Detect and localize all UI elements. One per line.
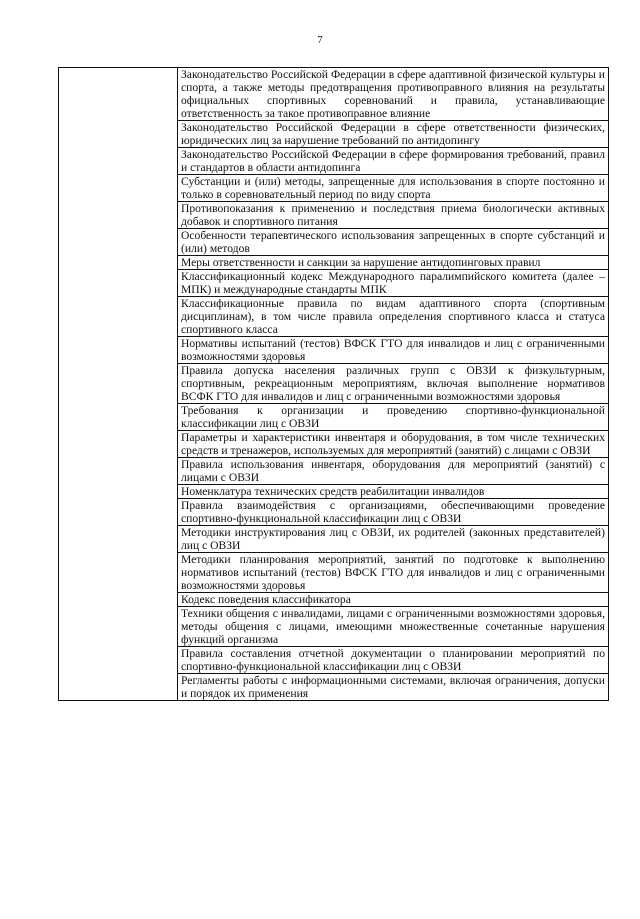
table-cell-text: Регламенты работы с информационными системами, включая ограничения, допуски и порядок их применения xyxy=(178,674,609,701)
page-number: 7 xyxy=(317,34,323,46)
table-cell-text: Правила взаимодействия с организациями, обеспечивающими проведение спортивно-функциональной классификации лиц с ОВЗИ xyxy=(178,499,609,526)
table-cell-text: Субстанции и (или) методы, запрещенные для использования в спорте постоянно и только в соревновательный период по виду спорта xyxy=(178,175,609,202)
table-body xyxy=(59,68,609,701)
table-cell-text: Методики планирования мероприятий, занятий по подготовке к выполнению нормативов испытаний (тестов) ВФСК ГТО для инвалидов и лиц с ограниченными возможностями здоровья xyxy=(178,553,609,593)
table-cell-text: Законодательство Российской Федерации в сфере адаптивной физической культуры и спорта, а также методы предотвращения противоправного влияния на результаты официальных спортивных соревнований и правила, устанавливающие ответственность за такое противоправное влияние xyxy=(178,68,609,121)
table-cell-text: Техники общения с инвалидами, лицами с ограниченными возможностями здоровья, методы общения с лицами, имеющими множественные сочетанные нарушения функций организма xyxy=(178,607,609,647)
table-cell-text: Кодекс поведения классификатора xyxy=(178,593,609,607)
table-cell-text: Меры ответственности и санкции за нарушение антидопинговых правил xyxy=(178,256,609,270)
table-cell-text: Классификационные правила по видам адаптивного спорта (спортивным дисциплинам), в том числе правила определения спортивного класса и статуса спортивного класса xyxy=(178,297,609,337)
table-cell-text: Правила составления отчетной документации о планировании мероприятий по спортивно-функциональной классификации лиц с ОВЗИ xyxy=(178,647,609,674)
table-cell-text: Методики инструктирования лиц с ОВЗИ, их родителей (законных представителей) лиц с ОВЗИ xyxy=(178,526,609,553)
table-cell-text: Противопоказания к применению и последствия приема биологически активных добавок и спортивного питания xyxy=(178,202,609,229)
table-row xyxy=(59,68,609,121)
table-cell-text: Параметры и характеристики инвентаря и оборудования, в том числе технических средств и тренажеров, используемых для мероприятий (занятий) с лицами с ОВЗИ xyxy=(178,431,609,458)
table-cell-text: Законодательство Российской Федерации в сфере формирования требований, правил и стандартов в области антидопинга xyxy=(178,148,609,175)
table-cell-text: Требования к организации и проведению спортивно-функциональной классификации лиц с ОВЗИ xyxy=(178,404,609,431)
table-cell-text: Номенклатура технических средств реабилитации инвалидов xyxy=(178,485,609,499)
table-cell-text: Законодательство Российской Федерации в сфере ответственности физических, юридических лиц за нарушение требований по антидопингу xyxy=(178,121,609,148)
table-cell-text: Нормативы испытаний (тестов) ВФСК ГТО для инвалидов и лиц с ограниченными возможностями здоровья xyxy=(178,337,609,364)
left-column-cell xyxy=(59,68,178,701)
table-cell-text: Классификационный кодекс Международного паралимпийского комитета (далее – МПК) и международные стандарты МПК xyxy=(178,270,609,297)
requirements-table xyxy=(58,67,609,701)
table-cell-text: Правила использования инвентаря, оборудования для мероприятий (занятий) с лицами с ОВЗИ xyxy=(178,458,609,485)
table-cell-text: Правила допуска населения различных групп с ОВЗИ к физкультурным, спортивным, рекреационным мероприятиям, включая выполнение нормативов ВСФК ГТО для инвалидов и лиц с ограниченными возможностями здоровья xyxy=(178,364,609,404)
table-cell-text: Особенности терапевтического использования запрещенных в спорте субстанций и (или) методов xyxy=(178,229,609,256)
